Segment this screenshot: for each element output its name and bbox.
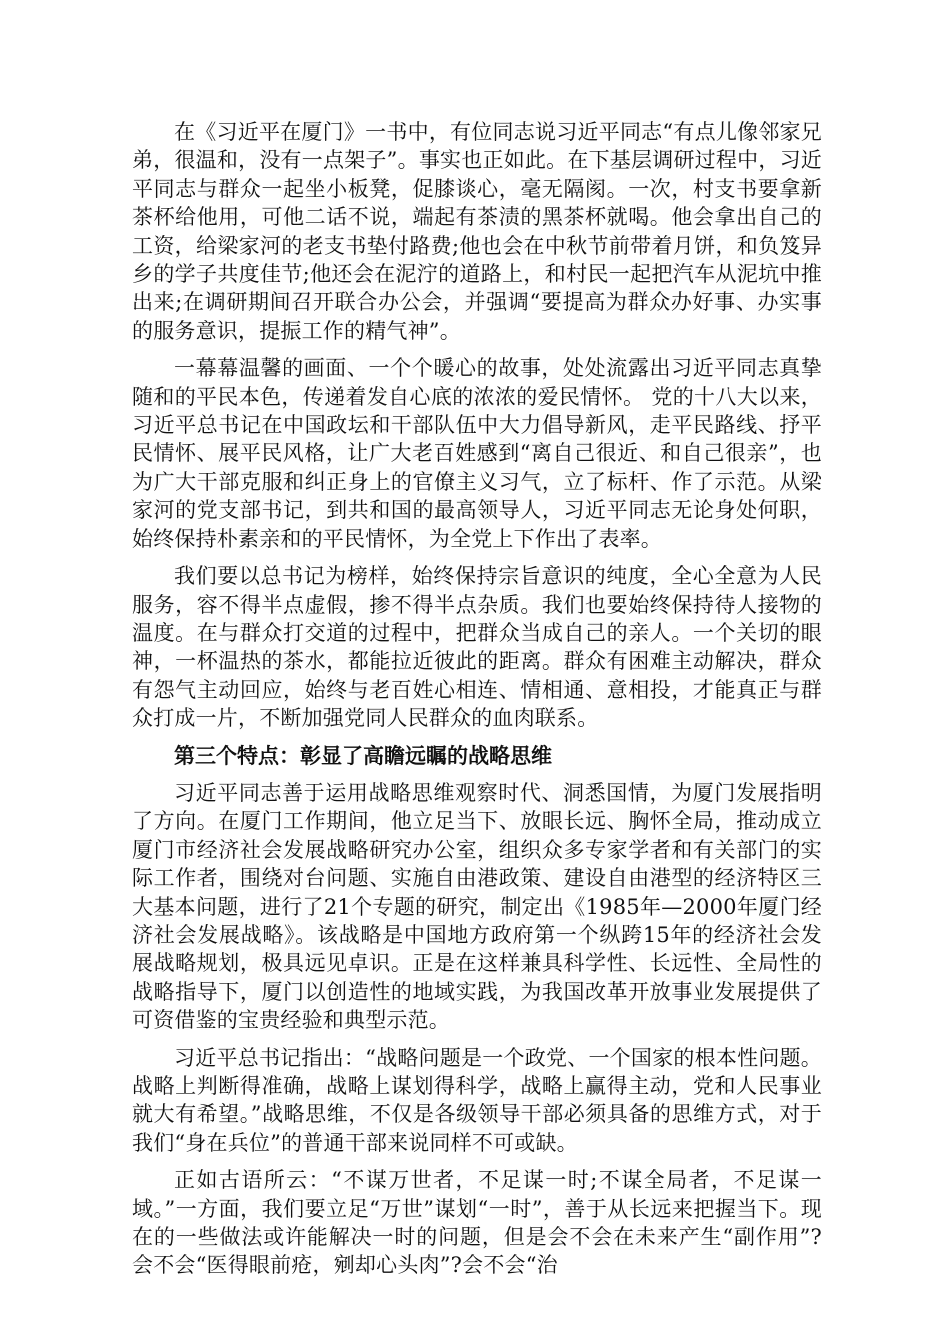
paragraph-6: 正如古语所云：“不谋万世者，不足谋一时;不谋全局者，不足谋一域。”一方面，我们要立足“万世”谋划“一时”，善于从长远来把握当下。现在的一些做法或许能解决一时的问题，但是会不会在未来产生“副作用”?会不会“医得眼前疮，剜却心头肉”?会不会“治	[132, 1168, 822, 1278]
paragraph-3: 我们要以总书记为榜样，始终保持宗旨意识的纯度，全心全意为人民服务，容不得半点虚假，掺不得半点杂质。我们也要始终保持待人接物的温度。在与群众打交道的过程中，把群众当成自己的亲人。一个关切的眼神，一杯温热的茶水，都能拉近彼此的距离。群众有困难主动解决，群众有怨气主动回应，始终与老百姓心相连、情相通、意相投，才能真正与群众打成一片，不断加强党同人民群众的血肉联系。	[132, 564, 822, 731]
document-body	[132, 118, 822, 1289]
paragraph-2: 一幕幕温馨的画面、一个个暖心的故事，处处流露出习近平同志真挚随和的平民本色，传递着发自心底的浓浓的爱民情怀。 党的十八大以来，习近平总书记在中国政坛和干部队伍中大力倡导新风，走平民路线、抒平民情怀、展平民风格，让广大老百姓感到“离自己很近、和自己很亲”，也为广大干部克服和纠正身上的官僚主义习气，立了标杆、作了示范。从梁家河的党支部书记，到共和国的最高领导人，习近平同志无论身处何职，始终保持朴素亲和的平民情怀，为全党上下作出了表率。	[132, 356, 822, 551]
paragraph-1: 在《习近平在厦门》一书中，有位同志说习近平同志“有点儿像邻家兄弟，很温和，没有一点架子”。事实也正如此。在下基层调研过程中，习近平同志与群众一起坐小板凳，促膝谈心，毫无隔阂。一次，村支书要拿新茶杯给他用，可他二话不说，端起有茶渍的黑茶杯就喝。他会拿出自己的工资，给梁家河的老支书垫付路费;他也会在中秋节前带着月饼，和负笈异乡的学子共度佳节;他还会在泥泞的道路上，和村民一起把汽车从泥坑中推出来;在调研期间召开联合办公会，并强调“要提高为群众办好事、办实事的服务意识，提振工作的精气神”。	[132, 120, 822, 343]
paragraph-5: 习近平总书记指出：“战略问题是一个政党、一个国家的根本性问题。战略上判断得准确，战略上谋划得科学，战略上赢得主动，党和人民事业就大有希望。”战略思维，不仅是各级领导干部必须具备的思维方式，对于我们“身在兵位”的普通干部来说同样不可或缺。	[132, 1045, 822, 1155]
section-heading: 第三个特点：彰显了高瞻远瞩的战略思维	[174, 742, 552, 768]
paragraph-4: 习近平同志善于运用战略思维观察时代、洞悉国情，为厦门发展指明了方向。在厦门工作期间，他立足当下、放眼长远、胸怀全局，推动成立厦门市经济社会发展战略研究办公室，组织众多专家学者和有关部门的实际工作者，围绕对台问题、实施自由港政策、建设自由港型的经济特区三大基本问题，进行了21个专题的研究，制定出《1985年—2000年厦门经济社会发展战略》。该战略是中国地方政府第一个纵跨15年的经济社会发展战略规划，极具远见卓识。正是在这样兼具科学性、长远性、全局性的战略指导下，厦门以创造性的地域实践，为我国改革开放事业发展提供了可资借鉴的宝贵经验和典型示范。	[132, 780, 822, 1033]
